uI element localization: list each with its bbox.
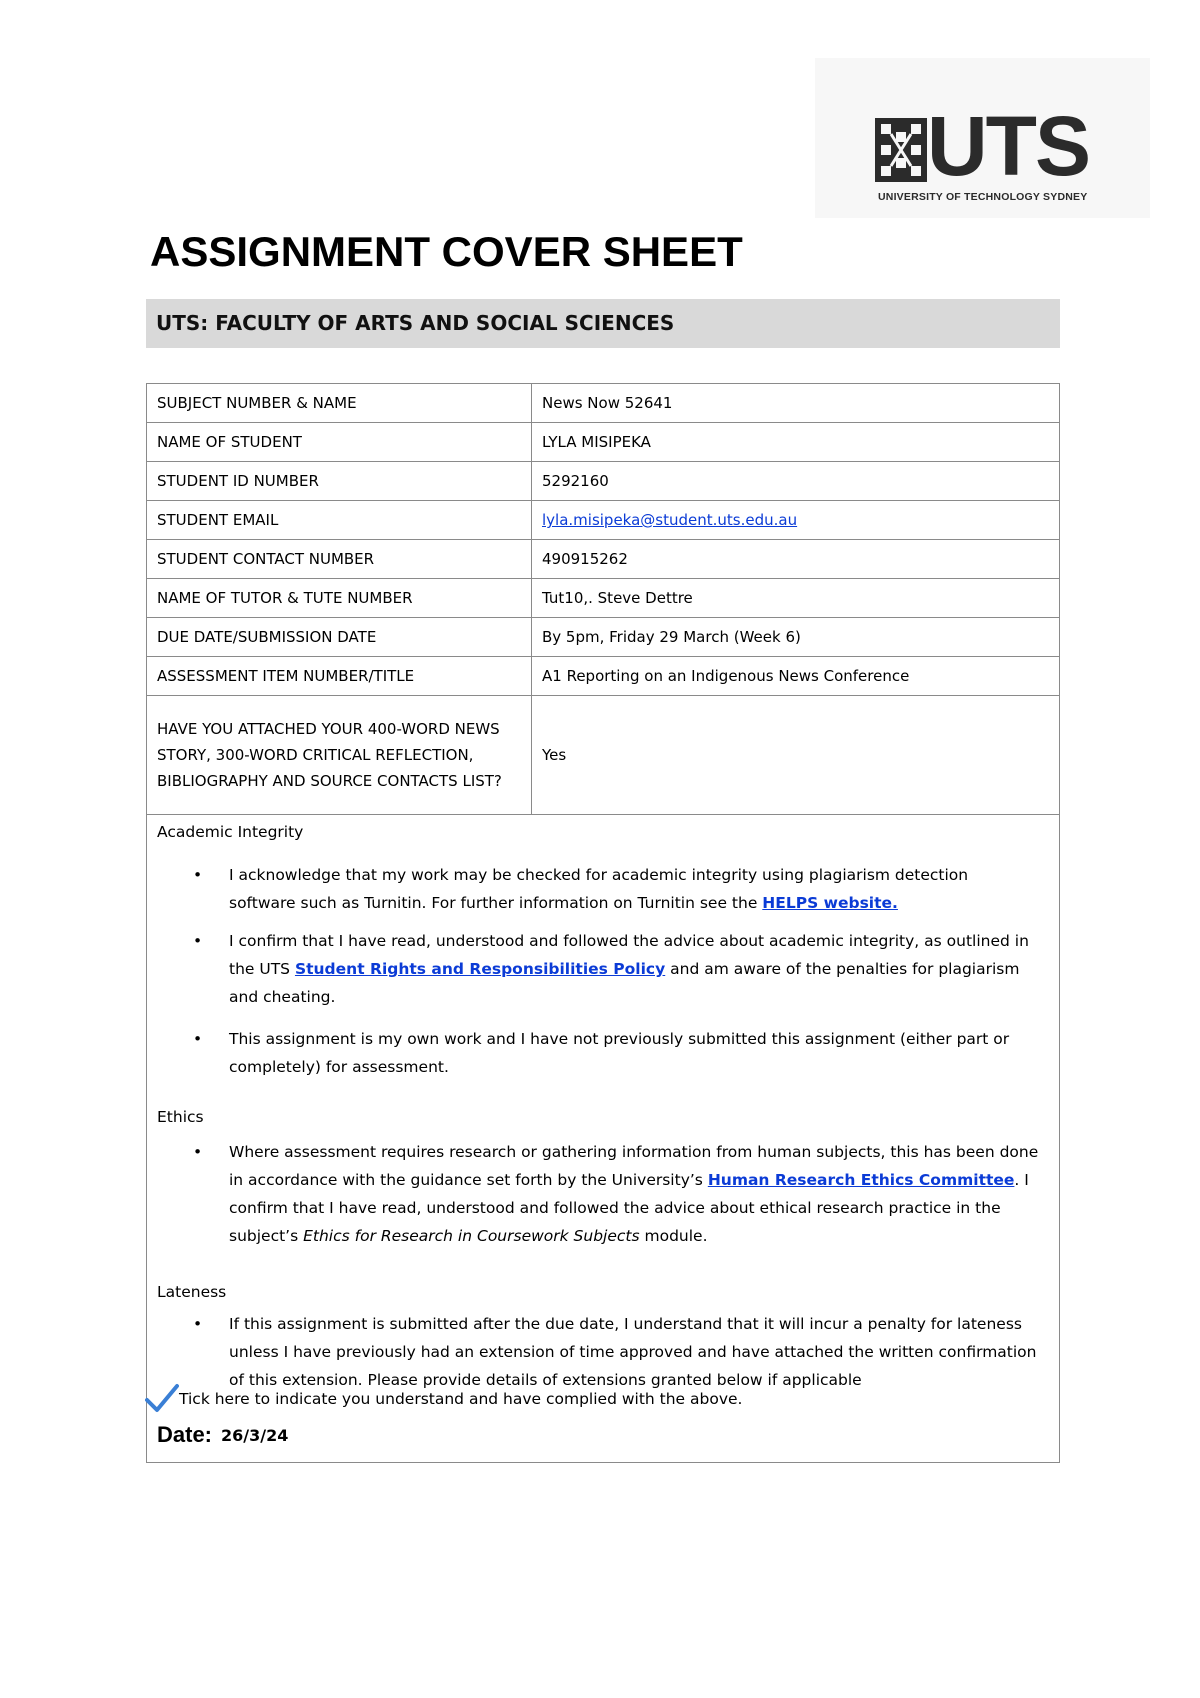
- row-label: ASSESSMENT ITEM NUMBER/TITLE: [147, 657, 532, 696]
- table-row: [147, 618, 1060, 657]
- bullet-text: If this assignment is submitted after the due date, I understand that it will incur a penalty for lateness unless I have previously had an extension of time approved and have attached the written confirmation of this extension. Please provide details of extensions granted below if applicable: [229, 1315, 1037, 1389]
- date-value: 26/3/24: [221, 1426, 289, 1445]
- checkmark-icon[interactable]: [145, 1383, 179, 1413]
- bullet-icon: •: [193, 866, 203, 884]
- lateness-heading: Lateness: [157, 1283, 227, 1301]
- row-value: 5292160: [532, 462, 1060, 501]
- student-rights-policy-link[interactable]: Student Rights and Responsibilities Policy: [294, 960, 666, 978]
- date-label: Date:: [157, 1422, 213, 1447]
- table-row: [147, 579, 1060, 618]
- table-row: [147, 696, 1060, 815]
- table-row: [147, 657, 1060, 696]
- row-label: STUDENT ID NUMBER: [147, 462, 532, 501]
- declarations-box: [146, 815, 1060, 1463]
- bullet-icon: •: [193, 1030, 203, 1048]
- row-label: NAME OF TUTOR & TUTE NUMBER: [147, 579, 532, 618]
- helps-website-link[interactable]: HELPS website.: [762, 894, 898, 912]
- uts-emblem-icon: [875, 118, 927, 182]
- row-label: STUDENT CONTACT NUMBER: [147, 540, 532, 579]
- ethics-committee-link[interactable]: Human Research Ethics Committee: [707, 1171, 1015, 1189]
- student-info-table: [146, 383, 1060, 815]
- row-label: HAVE YOU ATTACHED YOUR 400-WORD NEWS STORY, 300-WORD CRITICAL REFLECTION, BIBLIOGRAPHY AND SOURCE CONTACTS LIST?: [147, 696, 532, 815]
- row-value: News Now 52641: [532, 384, 1060, 423]
- bullet-text: and am aware of the penalties for plagiarism and cheating.: [229, 960, 1020, 1006]
- bullet-text: I confirm that I have read, understood and followed the advice about academic integrity, as outlined in the UTS: [229, 932, 1029, 978]
- row-value: Tut10,. Steve Dettre: [532, 579, 1060, 618]
- bullet-icon: •: [193, 1143, 203, 1161]
- table-row: [147, 384, 1060, 423]
- row-label: SUBJECT NUMBER & NAME: [147, 384, 532, 423]
- table-row: [147, 540, 1060, 579]
- table-row: [147, 462, 1060, 501]
- ethics-heading: Ethics: [157, 1108, 204, 1126]
- bullet-icon: •: [193, 1315, 203, 1333]
- row-value: 490915262: [532, 540, 1060, 579]
- row-value: LYLA MISIPEKA: [532, 423, 1060, 462]
- bullet-text: . I confirm that I have read, understood and followed the advice about ethical research practice in the subject’s: [229, 1171, 1029, 1245]
- bullet-text: This assignment is my own work and I have not previously submitted this assignment (either part or completely) for assessment.: [229, 1030, 1010, 1076]
- bullet-text: module.: [639, 1227, 708, 1245]
- row-label: STUDENT EMAIL: [147, 501, 532, 540]
- row-value: By 5pm, Friday 29 March (Week 6): [532, 618, 1060, 657]
- bullet-text: I acknowledge that my work may be checked for academic integrity using plagiarism detection software such as Turnitin. For further information on Turnitin see the: [229, 866, 969, 912]
- bullet-icon: •: [193, 932, 203, 950]
- student-email-link[interactable]: lyla.misipeka@student.uts.edu.au: [542, 511, 798, 529]
- module-name: Ethics for Research in Coursework Subjects: [303, 1227, 640, 1245]
- row-value: Yes: [532, 696, 1060, 815]
- logo-subtitle: UNIVERSITY OF TECHNOLOGY SYDNEY: [878, 191, 1088, 203]
- page-title: ASSIGNMENT COVER SHEET: [150, 228, 743, 275]
- uts-logo: [815, 58, 1150, 218]
- row-label: DUE DATE/SUBMISSION DATE: [147, 618, 532, 657]
- table-row: [147, 501, 1060, 540]
- tick-confirmation-text: Tick here to indicate you understand and have complied with the above.: [179, 1390, 743, 1408]
- bullet-text: Where assessment requires research or gathering information from human subjects, this has been done in accordance with the guidance set forth by the University’s: [229, 1143, 1039, 1189]
- row-label: NAME OF STUDENT: [147, 423, 532, 462]
- table-row: [147, 423, 1060, 462]
- logo-wordmark: UTS: [927, 99, 1089, 193]
- faculty-heading: UTS: FACULTY OF ARTS AND SOCIAL SCIENCES: [146, 299, 1060, 348]
- academic-integrity-heading: Academic Integrity: [157, 823, 304, 841]
- row-value: A1 Reporting on an Indigenous News Conference: [532, 657, 1060, 696]
- row-value: [532, 501, 1060, 540]
